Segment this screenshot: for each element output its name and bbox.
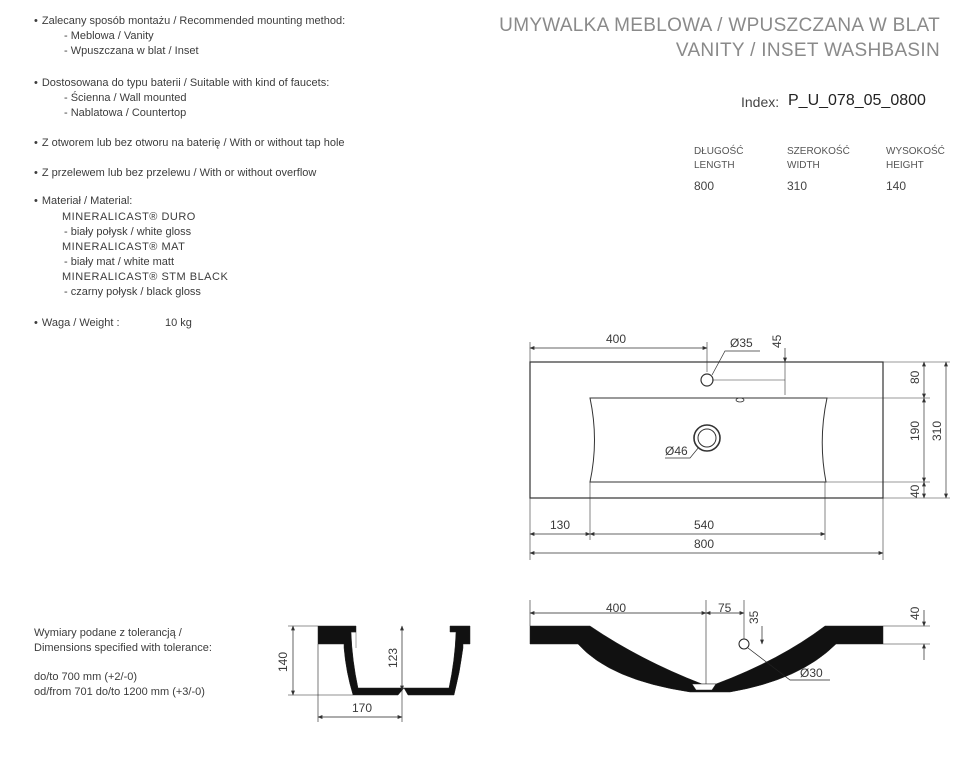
- tolerance-line-4: od/from 701 do/to 1200 mm (+3/-0): [34, 686, 205, 698]
- tolerance-line-3: do/to 700 mm (+2/-0): [34, 671, 138, 683]
- material-duro-finish: - biały połysk / white gloss: [64, 226, 192, 238]
- basin-outline: [530, 362, 883, 498]
- length-label-pl: DŁUGOŚĆ: [694, 146, 744, 157]
- weight-label: • Waga / Weight :: [34, 316, 120, 331]
- faucets-item-countertop: - Nablatowa / Countertop: [64, 107, 187, 119]
- tap-hole-text: • Z otworem lub bez otworu na baterię / With or without tap hole: [34, 136, 345, 151]
- material-mat-finish: - biały mat / white matt: [64, 256, 175, 268]
- label-75: 75: [718, 601, 732, 615]
- label-190: 190: [908, 420, 922, 441]
- label-overflow: Ø30: [800, 666, 823, 680]
- side-section-view: [288, 626, 470, 722]
- title-line-2: VANITY / INSET WASHBASIN: [675, 40, 940, 61]
- label-130: 130: [550, 518, 571, 532]
- mounting-item-vanity: - Meblowa / Vanity: [64, 30, 154, 42]
- label-80: 80: [908, 370, 922, 384]
- width-label-en: WIDTH: [787, 160, 820, 171]
- height-label-en: HEIGHT: [886, 160, 924, 171]
- material-stm-black: MINERALICAST® STM BLACK: [62, 271, 229, 283]
- faucets-heading: • Dostosowana do typu baterii / Suitable with kind of faucets:: [34, 76, 329, 91]
- material-mat: MINERALICAST® MAT: [62, 241, 186, 253]
- overflow-text: • Z przelewem lub bez przelewu / With or without overflow: [34, 166, 316, 181]
- height-label-pl: WYSOKOŚĆ: [886, 146, 945, 157]
- material-duro: MINERALICAST® DURO: [62, 211, 196, 223]
- width-label-pl: SZEROKOŚĆ: [787, 146, 850, 157]
- leader-tap-hole: [712, 351, 760, 375]
- material-stm-black-finish: - czarny połysk / black gloss: [64, 286, 201, 298]
- length-value: 800: [694, 179, 715, 193]
- weight-value: 10 kg: [165, 317, 192, 329]
- label-45: 45: [770, 334, 784, 348]
- bowl-outline: [590, 398, 827, 482]
- mounting-heading: • Zalecany sposób montażu / Recommended mounting method:: [34, 14, 345, 29]
- label-310: 310: [930, 420, 944, 441]
- length-label-en: LENGTH: [694, 160, 735, 171]
- width-value: 310: [787, 179, 808, 193]
- index-value: P_U_078_05_0800: [788, 92, 926, 109]
- height-value: 140: [886, 179, 907, 193]
- label-top-400: 400: [606, 332, 627, 346]
- label-123: 123: [386, 647, 400, 668]
- tolerance-line-2: Dimensions specified with tolerance:: [34, 642, 212, 654]
- label-drain: Ø46: [665, 444, 688, 458]
- index-label: Index:: [741, 94, 780, 110]
- label-540: 540: [694, 518, 715, 532]
- label-140: 140: [276, 651, 290, 672]
- overflow-slot: [736, 398, 744, 402]
- label-front-40: 40: [908, 606, 922, 620]
- label-170: 170: [352, 701, 373, 715]
- label-tap-hole: Ø35: [730, 336, 753, 350]
- label-40-top: 40: [908, 484, 922, 498]
- tolerance-line-1: Wymiary podane z tolerancją /: [34, 627, 182, 639]
- label-front-400: 400: [606, 601, 627, 615]
- faucets-item-wall: - Ścienna / Wall mounted: [64, 92, 187, 104]
- top-view: [530, 342, 950, 560]
- label-800: 800: [694, 537, 715, 551]
- label-35: 35: [747, 610, 761, 624]
- tap-hole: [701, 374, 713, 386]
- drain-inner: [698, 429, 716, 447]
- material-heading: • Materiał / Material:: [34, 194, 132, 209]
- title-line-1: UMYWALKA MEBLOWA / WPUSZCZANA W BLAT: [499, 15, 940, 36]
- mounting-item-inset: - Wpuszczana w blat / Inset: [64, 45, 199, 57]
